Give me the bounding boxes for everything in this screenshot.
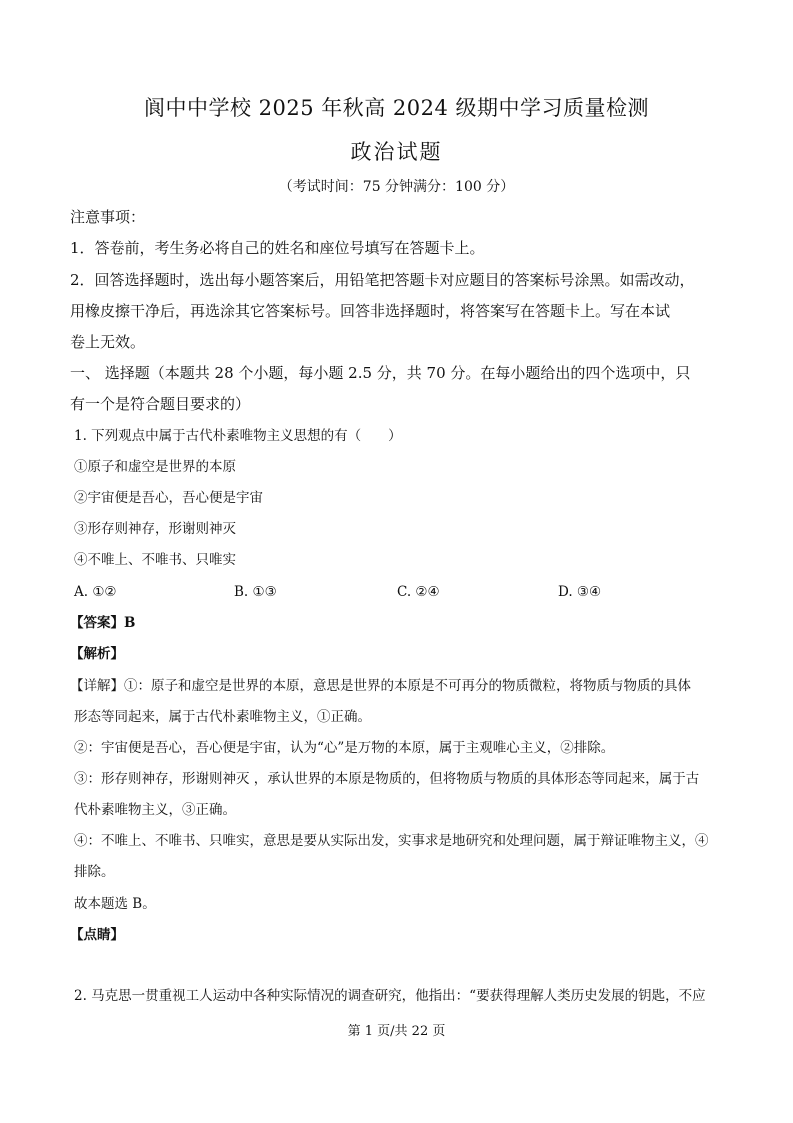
question-1-statement-2: ②宇宙便是吾心，吾心便是宇宙 <box>74 490 263 506</box>
question-2-stem-line-1: 2. 马克思一贯重视工人运动中各种实际情况的调查研究，他指出：“要获得理解人类历史发展的钥匙，不应 <box>74 988 706 1004</box>
question-1-statement-3: ③形存则神存，形谢则神灭 <box>74 521 236 537</box>
question-1-detail-line-1: 【详解】①：原子和虚空是世界的本原，意思是世界的本原是不可再分的物质微粒，将物质与物质的具体 <box>70 678 691 694</box>
subject-title: 政治试题 <box>350 140 443 164</box>
question-1-detail-line-7: 排除。 <box>74 864 115 880</box>
section-heading-line-2: 有一个是符合题目要求的） <box>70 395 251 413</box>
question-1-option-d: D. ③④ <box>558 584 602 600</box>
question-1-statement-4: ④不唯上、不唯书、只唯实 <box>74 552 236 568</box>
question-1-detail-line-2: 形态等同起来，属于古代朴素唯物主义，①正确。 <box>74 709 371 725</box>
question-1-conclusion: 故本题选 B。 <box>74 896 156 912</box>
question-1-detail-line-3: ②：宇宙便是吾心，吾心便是宇宙，认为“心”是万物的本原，属于主观唯心主义，②排除。 <box>74 740 615 756</box>
question-1-option-c: C. ②④ <box>397 584 440 600</box>
notice-item-2-line-2: 用橡皮擦干净后，再选涂其它答案标号。回答非选择题时，将答案写在答题卡上。写在本试 <box>70 302 671 320</box>
page-number: 第 1 页/共 22 页 <box>347 1024 446 1039</box>
notice-item-2-line-1: 2．回答选择题时，选出每小题答案后，用铅笔把答题卡对应题目的答案标号涂黑。如需改动， <box>70 271 695 289</box>
question-1-detail-line-5: 代朴素唯物主义，③正确。 <box>74 802 236 818</box>
notice-item-1: 1．答卷前，考生务必将自己的姓名和座位号填写在答题卡上。 <box>70 239 485 257</box>
question-1-answer: 【答案】B <box>70 615 136 631</box>
notice-heading: 注意事项： <box>70 208 146 226</box>
question-1-option-a: A. ①② <box>74 584 117 600</box>
exam-title: 阆中中学校 2025 年秋高 2024 级期中学习质量检测 <box>143 96 650 120</box>
question-1-option-b: B. ①③ <box>234 584 277 600</box>
notice-item-2-line-3: 卷上无效。 <box>70 333 146 351</box>
question-1-pointer-label: 【点睛】 <box>70 927 124 943</box>
exam-time-info: （考试时间：75 分钟满分：100 分） <box>278 179 515 195</box>
question-1-stem: 1. 下列观点中属于古代朴素唯物主义思想的有（ ） <box>74 428 402 444</box>
section-heading-line-1: 一、 选择题（本题共 28 个小题，每小题 2.5 分，共 70 分。在每小题给出的四个选项中，只 <box>70 364 691 382</box>
question-1-detail-line-6: ④：不唯上、不唯书、只唯实，意思是要从实际出发，实事求是地研究和处理问题，属于辩证唯物主义，④ <box>74 833 709 849</box>
question-1-detail-line-4: ③：形存则神存，形谢则神灭 ，承认世界的本原是物质的，但将物质与物质的具体形态等同起来，属于古 <box>74 771 700 787</box>
question-1-analysis-label: 【解析】 <box>70 646 124 662</box>
question-1-statement-1: ①原子和虚空是世界的本原 <box>74 459 236 475</box>
